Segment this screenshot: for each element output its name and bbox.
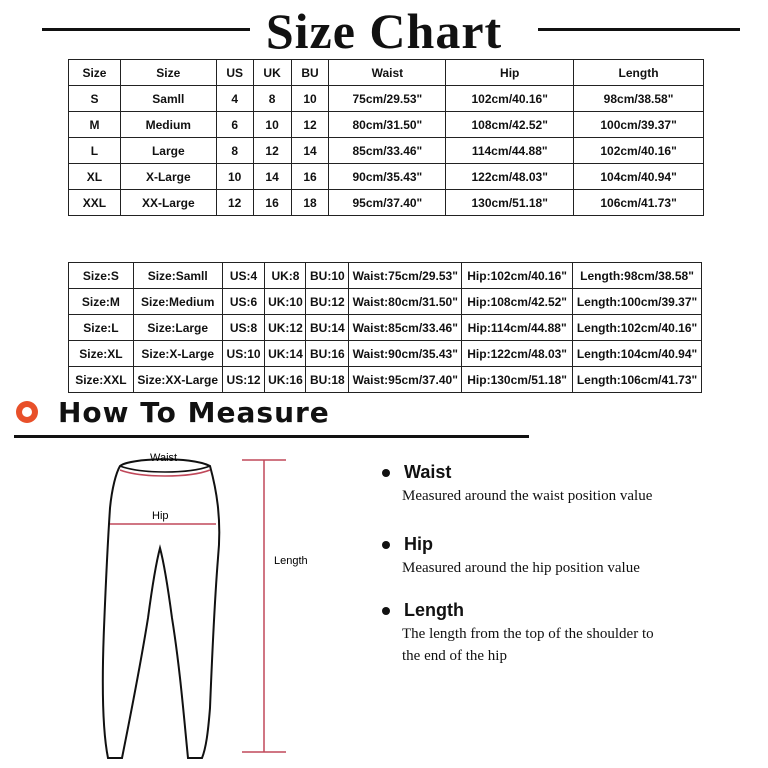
table-cell: 16 — [291, 164, 329, 190]
leggings-diagram — [90, 448, 330, 766]
table-cell: 130cm/51.18" — [446, 190, 574, 216]
legend-description: Measured around the waist position value — [402, 488, 653, 504]
column-header: Length — [574, 60, 704, 86]
table-cell: Size:S — [69, 263, 134, 289]
legend-length — [380, 600, 654, 667]
size-chart-header — [0, 0, 768, 60]
table-cell: 100cm/39.37" — [574, 112, 704, 138]
table-cell: 10 — [216, 164, 253, 190]
table-cell: 90cm/35.43" — [329, 164, 446, 190]
table-cell: 12 — [253, 138, 291, 164]
circle-bullet-icon — [16, 401, 38, 423]
section-rule — [14, 435, 529, 438]
page-title: Size Chart — [265, 3, 503, 59]
waistband-outline — [120, 466, 210, 472]
waist-measure-line — [120, 470, 210, 476]
table-header-row — [69, 60, 704, 86]
table-cell: 108cm/42.52" — [446, 112, 574, 138]
table-cell: XL — [69, 164, 121, 190]
table-cell: 8 — [253, 86, 291, 112]
table-cell: Large — [120, 138, 216, 164]
leggings-outline — [103, 459, 219, 758]
table-cell: Size:XXL — [69, 367, 134, 393]
table-row — [69, 341, 702, 367]
table-cell: BU:14 — [306, 315, 349, 341]
table-cell: Size:XL — [69, 341, 134, 367]
legend-description: the end of the hip — [402, 648, 507, 664]
table-cell: 102cm/40.16" — [574, 138, 704, 164]
table-cell: US:8 — [222, 315, 265, 341]
section-title: How To Measure — [58, 396, 330, 429]
table-cell: 16 — [253, 190, 291, 216]
column-header: Size — [120, 60, 216, 86]
table-cell: 106cm/41.73" — [574, 190, 704, 216]
column-header: US — [216, 60, 253, 86]
table-cell: UK:10 — [265, 289, 306, 315]
table-cell: XXL — [69, 190, 121, 216]
table-cell: Waist:95cm/37.40" — [349, 367, 462, 393]
table-cell: US:4 — [222, 263, 265, 289]
table-cell: Size:X-Large — [133, 341, 222, 367]
table-cell: Length:102cm/40.16" — [573, 315, 702, 341]
column-header: UK — [253, 60, 291, 86]
table-cell: UK:14 — [265, 341, 306, 367]
table-cell: 98cm/38.58" — [574, 86, 704, 112]
legend-hip — [380, 534, 640, 579]
legend-description: Measured around the hip position value — [402, 560, 640, 576]
table-cell: BU:16 — [306, 341, 349, 367]
table-cell: 10 — [291, 86, 329, 112]
column-header: Waist — [329, 60, 446, 86]
table-cell: US:12 — [222, 367, 265, 393]
size-table-primary — [68, 59, 704, 216]
table-cell: BU:12 — [306, 289, 349, 315]
table-cell: 14 — [291, 138, 329, 164]
table-cell: Hip:108cm/42.52" — [462, 289, 573, 315]
table-cell: 102cm/40.16" — [446, 86, 574, 112]
table-row — [69, 315, 702, 341]
table-cell: Length:98cm/38.58" — [573, 263, 702, 289]
legend-heading: Hip — [380, 534, 640, 555]
table-cell: UK:12 — [265, 315, 306, 341]
table-cell: Waist:90cm/35.43" — [349, 341, 462, 367]
table-cell: 114cm/44.88" — [446, 138, 574, 164]
table-cell: 122cm/48.03" — [446, 164, 574, 190]
size-table-labeled — [68, 262, 702, 393]
table-cell: Length:100cm/39.37" — [573, 289, 702, 315]
table-cell: 10 — [253, 112, 291, 138]
table-cell: Waist:85cm/33.46" — [349, 315, 462, 341]
table-cell: BU:18 — [306, 367, 349, 393]
table-cell: 12 — [216, 190, 253, 216]
table-cell: 6 — [216, 112, 253, 138]
table-row — [69, 138, 704, 164]
table-cell: Size:Large — [133, 315, 222, 341]
table-cell: 85cm/33.46" — [329, 138, 446, 164]
table-cell: 4 — [216, 86, 253, 112]
table-cell: 80cm/31.50" — [329, 112, 446, 138]
table-cell: Waist:75cm/29.53" — [349, 263, 462, 289]
table-cell: BU:10 — [306, 263, 349, 289]
table-cell: 12 — [291, 112, 329, 138]
table-cell: Hip:122cm/48.03" — [462, 341, 573, 367]
table-cell: US:10 — [222, 341, 265, 367]
table-cell: US:6 — [222, 289, 265, 315]
table-cell: X-Large — [120, 164, 216, 190]
table-cell: Length:104cm/40.94" — [573, 341, 702, 367]
table-cell: Samll — [120, 86, 216, 112]
legend-description: The length from the top of the shoulder to — [402, 626, 654, 642]
table-cell: Size:M — [69, 289, 134, 315]
table-cell: UK:16 — [265, 367, 306, 393]
table-cell: L — [69, 138, 121, 164]
table-cell: Size:XX-Large — [133, 367, 222, 393]
table-cell: 14 — [253, 164, 291, 190]
table-row — [69, 190, 704, 216]
legend-waist — [380, 462, 652, 507]
waist-label: Waist — [150, 452, 178, 464]
table-cell: Hip:130cm/51.18" — [462, 367, 573, 393]
table-cell: 8 — [216, 138, 253, 164]
table-row — [69, 112, 704, 138]
legend-heading: Waist — [380, 462, 652, 483]
table-cell: Length:106cm/41.73" — [573, 367, 702, 393]
table-cell: S — [69, 86, 121, 112]
hip-label: Hip — [152, 510, 169, 522]
column-header: Size — [69, 60, 121, 86]
table-row — [69, 367, 702, 393]
table-cell: Medium — [120, 112, 216, 138]
table-row — [69, 263, 702, 289]
length-label: Length — [274, 555, 308, 567]
table-cell: Waist:80cm/31.50" — [349, 289, 462, 315]
table-row — [69, 86, 704, 112]
table-cell: Size:L — [69, 315, 134, 341]
table-cell: Size:Medium — [133, 289, 222, 315]
table-cell: Size:Samll — [133, 263, 222, 289]
table-cell: XX-Large — [120, 190, 216, 216]
table-cell: 95cm/37.40" — [329, 190, 446, 216]
table-cell: 18 — [291, 190, 329, 216]
column-header: BU — [291, 60, 329, 86]
legend-heading: Length — [380, 600, 654, 621]
table-cell: UK:8 — [265, 263, 306, 289]
table-row — [69, 289, 702, 315]
table-cell: 75cm/29.53" — [329, 86, 446, 112]
table-cell: Hip:102cm/40.16" — [462, 263, 573, 289]
table-row — [69, 164, 704, 190]
column-header: Hip — [446, 60, 574, 86]
table-cell: M — [69, 112, 121, 138]
table-cell: 104cm/40.94" — [574, 164, 704, 190]
table-cell: Hip:114cm/44.88" — [462, 315, 573, 341]
